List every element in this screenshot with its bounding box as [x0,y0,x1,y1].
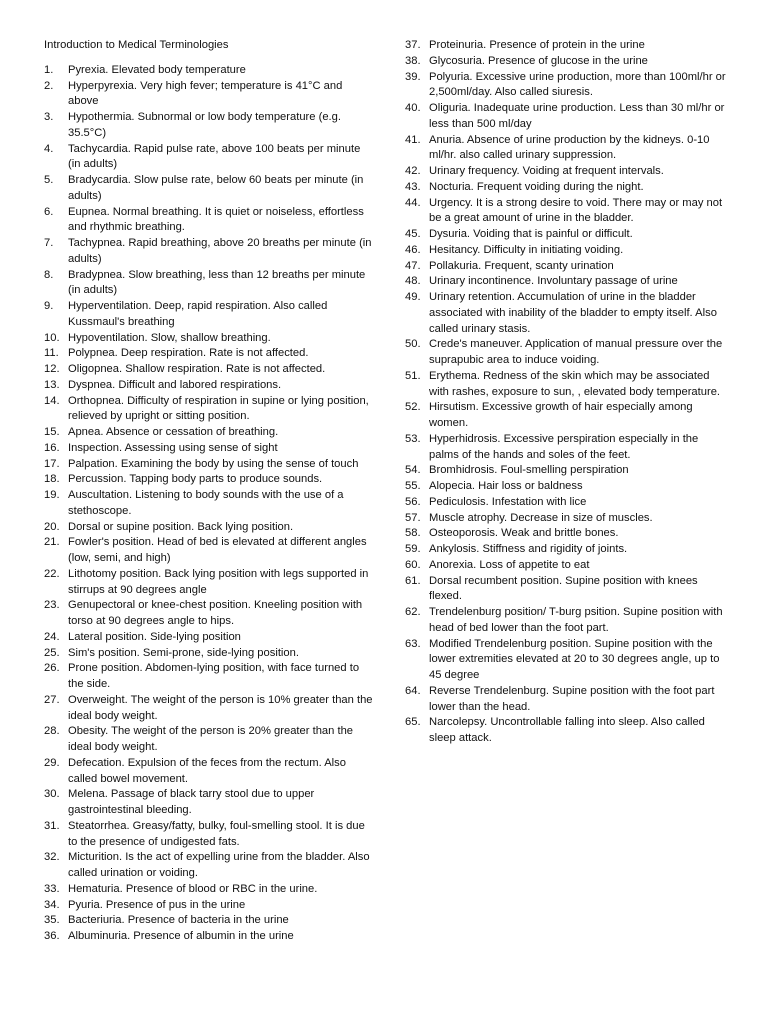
term-definition: Proteinuria. Presence of protein in the urine [429,39,645,51]
term-definition: Lateral position. Side-lying position [68,630,241,643]
term-item [44,913,374,929]
term-item [44,756,374,788]
term-item [44,850,374,882]
term-definition: Modified Trendelenburg position. Supine position with the lower extremities elevated at 20 to 30 degrees angle, up to 45 degree [429,637,720,681]
term-item [405,495,727,511]
term-item [405,463,727,479]
term-number: 57. [405,511,421,524]
term-item [44,898,374,914]
term-number: 50. [405,338,421,351]
term-item [44,441,374,457]
term-item [405,101,727,133]
term-definition: Pollakuria. Frequent, scanty urination [429,259,614,272]
term-item [405,243,727,259]
term-definition: Hyperpyrexia. Very high fever; temperature is 41°C and above [68,79,343,108]
term-definition: Hesitancy. Difficulty in initiating voiding. [429,243,624,256]
term-number: 56. [405,495,421,508]
term-definition: Hyperhidrosis. Excessive perspiration especially in the palms of the hands and soles of the feet. [429,432,699,461]
term-definition: Pediculosis. Infestation with lice [429,495,587,508]
term-definition: Apnea. Absence or cessation of breathing. [68,426,279,438]
term-item [44,205,374,237]
term-item [405,164,727,180]
term-number: 35. [44,914,60,927]
term-number: 10. [44,331,60,344]
term-definition: Fowler's position. Head of bed is elevated at different angles (low, semi, and high) [68,536,367,564]
term-definition: Dysuria. Voiding that is painful or difficult. [429,228,633,240]
term-definition: Albuminuria. Presence of albumin in the urine [68,930,294,942]
term-definition: Reverse Trendelenburg. Supine position with the foot part lower than the head. [429,684,715,713]
term-definition: Sim's position. Semi-prone, side-lying position. [68,646,299,659]
term-number: 29. [44,756,60,769]
term-item [405,511,727,527]
term-number: 34. [44,898,60,911]
term-definition: Hypoventilation. Slow, shallow breathing. [68,331,271,344]
term-number: 15. [44,426,60,438]
term-item [405,180,727,196]
term-definition: Genupectoral or knee-chest position. Kneeling position with torso at 90 degrees angle to hips. [68,599,363,627]
term-item [405,133,727,165]
term-number: 53. [405,432,421,445]
term-item [44,535,374,567]
term-definition: Crede's maneuver. Application of manual pressure over the suprapubic area to induce voiding. [429,338,723,366]
term-number: 18. [44,473,60,486]
term-item [405,369,727,401]
term-definition: Nocturia. Frequent voiding during the night. [429,180,644,193]
term-definition: Muscle atrophy. Decrease in size of muscles. [429,511,653,524]
term-item [44,488,374,520]
term-definition: Oliguria. Inadequate urine production. Less than 30 ml/hr or less than 500 ml/day [429,102,725,130]
term-definition: Anorexia. Loss of appetite to eat [429,558,590,571]
term-definition: Erythema. Redness of the skin which may be associated with rashes, exposure to sun, , elevated body temperature. [429,369,721,398]
term-definition: Polyuria. Excessive urine production, more than 100ml/hr or 2,500ml/day. Also called siuresis. [429,70,726,99]
term-definition: Glycosuria. Presence of glucose in the urine [429,54,648,67]
term-number: 17. [44,457,60,470]
term-definition: Lithotomy position. Back lying position with legs supported in stirrups at 90 degrees angle [68,567,369,596]
term-number: 64. [405,684,421,697]
term-number: 21. [44,536,60,549]
term-definition: Inspection. Assessing using sense of sight [68,441,278,454]
term-number: 59. [405,543,421,555]
term-item [44,472,374,488]
term-number: 42. [405,165,421,177]
term-definition: Trendelenburg position/ T-burg psition. Supine position with head of bed lower than the foot part. [429,606,723,634]
term-definition: Dorsal or supine position. Back lying position. [68,520,294,533]
term-item [44,929,374,945]
term-definition: Auscultation. Listening to body sounds with the use of a stethoscope. [68,489,344,517]
term-item [44,63,374,79]
term-item [44,646,374,662]
term-item [405,574,727,606]
term-definition: Obesity. The weight of the person is 20% greater than the ideal body weight. [68,725,354,753]
term-item [44,110,374,142]
term-number: 24. [44,630,60,643]
term-number: 14. [44,394,60,407]
term-definition: Orthopnea. Difficulty of respiration in supine or lying position, relieved by upright or sitting position. [68,394,369,423]
term-item [405,479,727,495]
term-item [44,362,374,378]
term-number: 20. [44,520,60,533]
term-definition: Melena. Passage of black tarry stool due to upper gastrointestinal bleeding. [68,788,315,816]
term-item [44,630,374,646]
term-item [44,378,374,394]
term-item [44,567,374,599]
term-item [44,724,374,756]
term-item [44,425,374,441]
term-number: 65. [405,716,421,729]
term-number: 36. [44,930,60,942]
term-number: 3. [44,111,54,123]
term-number: 2. [44,79,54,92]
term-item [44,819,374,851]
term-item [44,299,374,331]
term-item [44,236,374,268]
term-number: 1. [44,63,54,76]
term-item [44,142,374,174]
term-number: 55. [405,480,421,492]
term-definition: Percussion. Tapping body parts to produce sounds. [68,473,323,486]
term-item [44,79,374,111]
term-item [405,54,727,70]
term-definition: Hematuria. Presence of blood or RBC in the urine. [68,882,318,895]
term-number: 19. [44,489,60,501]
term-item [405,715,727,747]
term-item [405,259,727,275]
term-number: 44. [405,196,421,209]
term-item [44,693,374,725]
term-number: 4. [44,142,54,155]
term-number: 39. [405,70,421,83]
term-item [44,173,374,205]
term-number: 52. [405,401,421,414]
term-item [44,787,374,819]
term-item [405,196,727,228]
term-item [405,637,727,684]
term-number: 8. [44,268,54,281]
term-definition: Osteoporosis. Weak and brittle bones. [429,527,619,540]
term-definition: Dorsal recumbent position. Supine position with knees flexed. [429,574,698,603]
term-number: 45. [405,228,421,240]
term-item [405,558,727,574]
term-number: 16. [44,441,60,454]
term-definition: Defecation. Expulsion of the feces from the rectum. Also called bowel movement. [68,756,346,785]
term-item [405,526,727,542]
left-column [44,38,374,945]
term-number: 37. [405,39,421,51]
term-number: 11. [44,347,59,360]
term-number: 43. [405,180,421,193]
document-title: Introduction to Medical Terminologies [44,39,229,51]
term-definition: Urinary retention. Accumulation of urine in the bladder associated with inability of the bladder to empty itself. Also called urinary stasis. [429,291,717,335]
term-number: 25. [44,646,60,659]
term-definition: Pyuria. Presence of pus in the urine [68,898,246,911]
term-definition: Palpation. Examining the body by using the sense of touch [68,457,359,470]
term-number: 22. [44,567,60,580]
term-item [405,542,727,558]
term-item [44,520,374,536]
term-number: 30. [44,788,60,801]
term-definition: Polypnea. Deep respiration. Rate is not affected. [68,347,309,360]
term-definition: Steatorrhea. Greasy/fatty, bulky, foul-smelling stool. It is due to the presence of undigested fats. [68,819,365,848]
term-item [405,274,727,290]
term-item [44,268,374,300]
term-definition: Hirsutism. Excessive growth of hair especially among women. [429,401,693,429]
term-number: 28. [44,725,60,738]
term-definition: Tachypnea. Rapid breathing, above 20 breaths per minute (in adults) [68,237,372,265]
term-number: 9. [44,300,54,312]
terms-list-right [405,38,727,747]
term-definition: Urinary incontinence. Involuntary passage of urine [429,275,678,288]
term-definition: Alopecia. Hair loss or baldness [429,480,583,492]
term-definition: Bromhidrosis. Foul-smelling perspiration [429,464,629,477]
term-number: 62. [405,606,421,618]
term-definition: Overweight. The weight of the person is 10% greater than the ideal body weight. [68,693,373,722]
term-number: 31. [44,819,60,832]
term-item [44,882,374,898]
term-number: 46. [405,243,421,256]
term-definition: Anuria. Absence of urine production by the kidneys. 0-10 ml/hr. also called urinary suppression. [429,133,710,162]
terms-list-left [44,63,374,945]
term-number: 60. [405,558,421,571]
term-item [405,337,727,369]
term-definition: Eupnea. Normal breathing. It is quiet or noiseless, effortless and rhythmic breathing. [68,205,364,234]
term-item [44,394,374,426]
term-number: 23. [44,599,60,612]
term-definition: Hyperventilation. Deep, rapid respiration. Also called Kussmaul's breathing [68,300,328,328]
term-number: 51. [405,369,421,382]
term-number: 38. [405,54,421,67]
term-number: 54. [405,464,421,477]
term-number: 47. [405,259,421,272]
term-item [44,598,374,630]
term-number: 5. [44,174,54,186]
term-definition: Prone position. Abdomen-lying position, with face turned to the side. [68,662,360,690]
term-number: 27. [44,693,60,706]
term-item [405,227,727,243]
term-number: 7. [44,237,54,249]
term-number: 12. [44,363,60,375]
term-definition: Urinary frequency. Voiding at frequent intervals. [429,165,664,177]
term-definition: Dyspnea. Difficult and labored respirations. [68,378,282,391]
term-definition: Ankylosis. Stiffness and rigidity of joints. [429,543,628,555]
term-number: 61. [405,574,421,587]
term-number: 33. [44,882,60,895]
term-item [405,400,727,432]
term-number: 58. [405,527,421,540]
right-column [405,38,727,747]
term-number: 13. [44,378,60,391]
term-definition: Tachycardia. Rapid pulse rate, above 100 beats per minute (in adults) [68,142,361,171]
term-item [405,432,727,464]
term-item [405,684,727,716]
term-item [44,331,374,347]
term-definition: Hypothermia. Subnormal or low body temperature (e.g. 35.5°C) [68,111,341,139]
term-definition: Urgency. It is a strong desire to void. There may or may not be a great amount of urine in the bladder. [429,196,723,225]
term-definition: Oligopnea. Shallow respiration. Rate is not affected. [68,363,326,375]
term-definition: Pyrexia. Elevated body temperature [68,63,246,76]
term-item [44,661,374,693]
term-definition: Narcolepsy. Uncontrollable falling into sleep. Also called sleep attack. [429,716,705,744]
term-definition: Bradycardia. Slow pulse rate, below 60 beats per minute (in adults) [68,174,364,202]
term-item [405,605,727,637]
term-number: 48. [405,275,421,288]
term-item [405,38,727,54]
term-number: 49. [405,291,421,303]
term-number: 6. [44,205,54,218]
term-number: 41. [405,133,421,146]
term-number: 63. [405,637,421,650]
term-item [405,290,727,337]
term-definition: Bradypnea. Slow breathing, less than 12 breaths per minute (in adults) [68,268,366,297]
term-item [405,70,727,102]
term-item [44,457,374,473]
term-definition: Bacteriuria. Presence of bacteria in the urine [68,914,289,927]
term-item [44,346,374,362]
term-number: 40. [405,102,421,114]
term-number: 26. [44,662,60,675]
term-number: 32. [44,851,60,864]
term-definition: Micturition. Is the act of expelling urine from the bladder. Also called urination or voiding. [68,851,370,879]
